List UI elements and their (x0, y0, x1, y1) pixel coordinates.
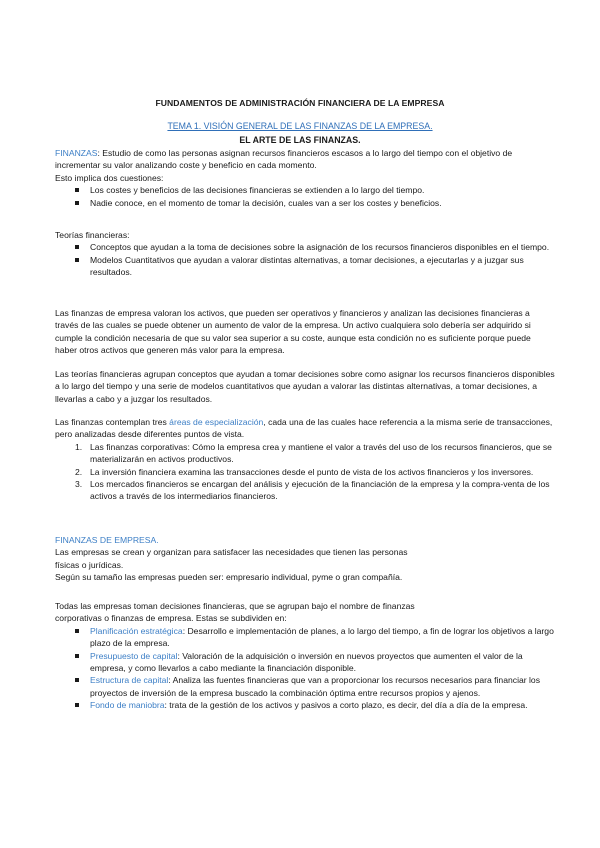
list-item-text: : trata de la gestión de los activos y pasivos a corto plazo, es decir, del día a día de la empresa. (164, 700, 528, 711)
teorias-section (55, 229, 555, 279)
implies-line: Esto implica dos cuestiones: (55, 172, 164, 183)
finanzas-bullet-list (55, 184, 555, 209)
decisiones-bullet-list (55, 625, 555, 712)
list-item: Modelos Cuantitativos que ayudan a valorar distintas alternativas, a tomar decisiones, a ejecutarlas y a juzgar sus resultados. (55, 254, 555, 279)
decisiones-line: corporativas o finanzas de empresa. Estas se subdividen en: (55, 613, 287, 624)
list-item-term: Fondo de maniobra (90, 700, 165, 711)
paragraph-activos: Las finanzas de empresa valoran los activos, que pueden ser operativos y financieros y analizan las decisiones financieras a través de las cuales se puede obtener un aumento de valor de la empresa. Un activo cualquiera solo debería ser adquirido si cumple la condición necesaria de que su valor sea superior a su coste, aunque esta condición no es suficiente porque puede haber otros activos que generen más valor para la empresa. (55, 308, 531, 356)
empresa-line: físicas o jurídicas. (55, 559, 124, 570)
empresa-heading: FINANZAS DE EMPRESA. (55, 535, 159, 545)
list-item-term: Planificación estratégica (90, 625, 183, 636)
decisiones-line: Todas las empresas toman decisiones financieras, que se agrupan bajo el nombre de finanzas (55, 601, 415, 611)
list-item (55, 466, 555, 478)
decisiones-section (55, 600, 555, 712)
list-item-text: : Analiza las fuentes financieras que van a proporcionar los recursos necesarios para financiar los proyectos de inversión de la empresa buscado la combinación óptima entre recursos propios y ajenos. (90, 675, 540, 698)
list-item: Los costes y beneficios de las decisiones financieras se extienden a lo largo del tiempo. (55, 184, 555, 196)
item-number: 3. (75, 479, 83, 490)
item-text: Las finanzas corporativas: Cómo la empresa crea y mantiene el valor a través del uso de los recursos financieros, que se materializarán en activos productivos. (90, 441, 552, 465)
list-item: Conceptos que ayudan a la toma de decisiones sobre la asignación de los recursos financieros disponibles en el tiempo. (55, 241, 555, 253)
areas-numbered-list (55, 441, 555, 503)
areas-intro-start: Las finanzas contemplan tres (55, 417, 170, 427)
teorias-bullet-list (55, 241, 555, 278)
finanzas-definition (55, 147, 555, 172)
empresa-section (55, 534, 555, 584)
item-text: La inversión financiera examina las transacciones desde el punto de vista de los activos financieros y los inversores. (90, 466, 534, 477)
list-item: Nadie conoce, en el momento de tomar la decisión, cuales van a ser los costes y beneficios. (55, 197, 555, 209)
section-subtitle: EL ARTE DE LAS FINANZAS. (239, 135, 361, 145)
empresa-line: Según su tamaño las empresas pueden ser: empresario individual, pyme o gran compañía. (55, 572, 403, 583)
areas-intro-end: , cada una de las cuales hace referencia a la misma serie de transacciones, pero analizadas desde diferentes puntos de vista. (55, 417, 553, 440)
item-number: 2. (75, 466, 83, 477)
areas-link: áreas de especialización (169, 417, 264, 427)
document-title: FUNDAMENTOS DE ADMINISTRACIÓN FINANCIERA DE LA EMPRESA (155, 98, 445, 108)
list-item-text: : Valoración de la adquisición o inversión en nuevos proyectos que aumenten el valor de la empresa, y como llevarlos a cabo mediante la financiación disponible. (90, 650, 523, 674)
finanzas-section (55, 147, 555, 209)
list-item-text: : Desarrollo e implementación de planes, a lo largo del tiempo, a fin de lograr los objetivos a largo plazo de la empresa. (90, 625, 554, 649)
list-item (55, 441, 555, 466)
list-item (55, 478, 555, 503)
list-item (55, 699, 555, 711)
list-item (55, 650, 555, 675)
finanzas-definition-text: : Estudio de como las personas asignan recursos financieros escasos a lo largo del tiempo con el objetivo de incrementar su valor analizando coste y beneficio en cada momento. (55, 148, 513, 171)
item-text: Los mercados financieros se encargan del análisis y ejecución de la financiación de la empresa y la compra-venta de los activos a través de los intermediarios financieros. (90, 479, 550, 502)
list-item-term: Estructura de capital (90, 675, 169, 686)
paragraph-teorias: Las teorías financieras agrupan conceptos que ayudan a tomar decisiones sobre como asignar los recursos financieros disponibles a lo largo del tiempo y una serie de modelos cuantitativos que ayudan a valorar las distintas alternativas, a tomar decisiones, a llevarlas a cabo y a juzgar los resultados. (55, 369, 555, 404)
areas-intro (55, 416, 555, 441)
list-item (55, 674, 555, 699)
teorias-heading: Teorías financieras: (55, 230, 130, 240)
areas-section (55, 416, 555, 503)
topic-title: TEMA 1. VISIÓN GENERAL DE LAS FINANZAS DE LA EMPRESA. (167, 121, 433, 131)
list-item-term: Presupuesto de capital (90, 650, 178, 661)
empresa-line: Las empresas se crean y organizan para satisfacer las necesidades que tienen las personas (55, 547, 408, 558)
list-item (55, 625, 555, 650)
item-number: 1. (75, 441, 83, 452)
finanzas-term: FINANZAS (55, 148, 98, 158)
